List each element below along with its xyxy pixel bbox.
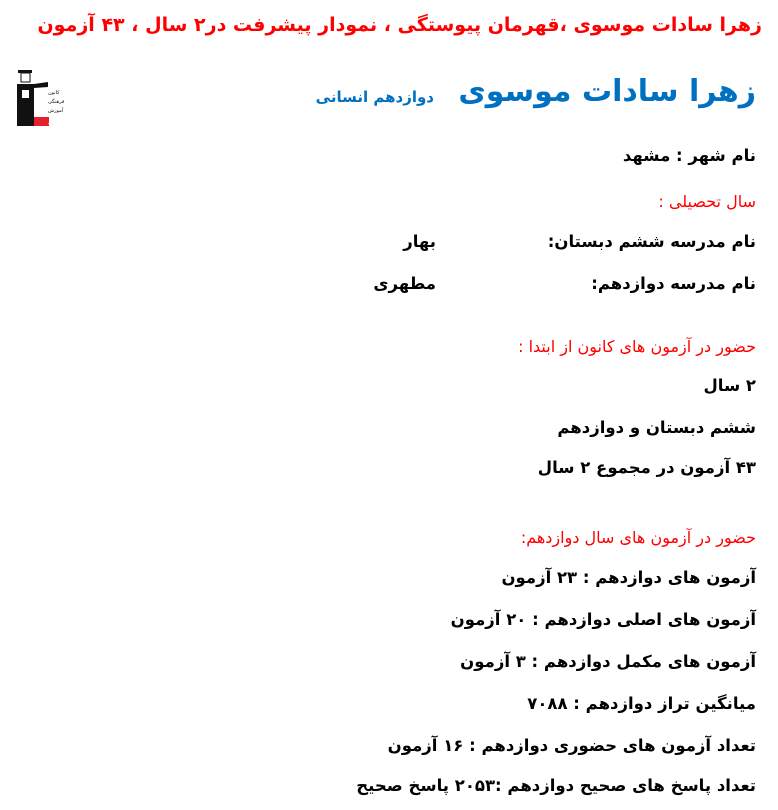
attendance-start-heading: حضور در آزمون های کانون از ابتدا : [518,337,756,356]
svg-text:آموزش: آموزش [48,108,64,114]
attendance-start-line: ۴۳ آزمون در مجموع ۲ سال [537,458,756,477]
grade-field: دوازدهم انسانی [315,88,434,106]
twelfth-line: آزمون های دوازدهم : ۲۳ آزمون [501,568,756,587]
svg-text:قلم چی: قلم چی [48,120,64,126]
twelfth-line: میانگین تراز دوازدهم : ۷۰۸۸ [527,694,756,713]
svg-text:فرهنگی: فرهنگی [48,99,64,105]
twelfth-line: تعداد آزمون های حضوری دوازدهم : ۱۶ آزمون [387,736,756,755]
svg-text:کانون: کانون [48,90,60,96]
attendance-start-line: ششم دبستان و دوازدهم [557,418,756,437]
school-12th-label: نام مدرسه دوازدهم: [591,274,756,293]
twelfth-line: آزمون های مکمل دوازدهم : ۳ آزمون [460,652,756,671]
school-6th-label: نام مدرسه ششم دبستان: [547,232,756,251]
headline: زهرا سادات موسوی ،قهرمان پیوستگی ، نمودار پیشرفت در۲ سال ، ۴۳ آزمون [37,14,762,36]
twelfth-line: تعداد پاسخ های صحیح دوازدهم :۲۰۵۳ پاسخ صحیح [356,776,756,795]
kanoon-logo [14,68,64,128]
city-line: نام شهر : مشهد [622,146,756,165]
student-name: زهرا سادات موسوی [458,74,756,109]
attendance-start-line: ۲ سال [703,376,756,395]
academic-year-label: سال تحصیلی : [658,192,756,211]
twelfth-heading: حضور در آزمون های سال دوازدهم: [520,528,756,547]
school-6th-value: بهار [403,232,436,251]
school-12th-value: مطهری [373,274,436,293]
twelfth-line: آزمون های اصلی دوازدهم : ۲۰ آزمون [450,610,756,629]
graduate-figure-icon [14,68,64,128]
